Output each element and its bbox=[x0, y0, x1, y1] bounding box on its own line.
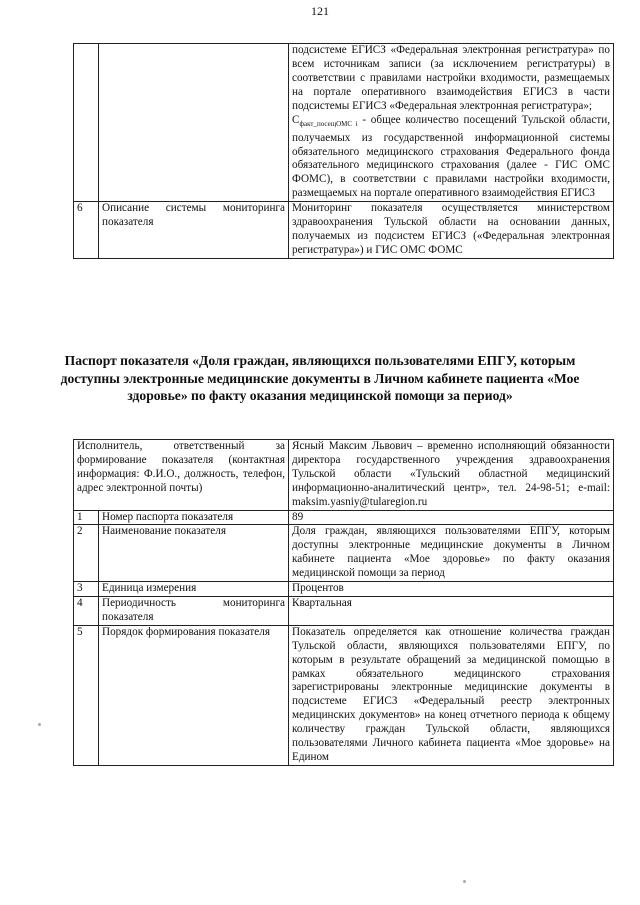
row-value: Показатель определяется как отношение количества граждан Тульской области, являющихся пользователями ЕПГУ, по которым в результате обращений за медицинской помощью в рамках обязательного медицинского страхования зарегистрированы электронные медицинские документы в подсистеме ЕГИСЗ «Федеральный реестр электронных медицинских документов» на конец отчетного периода к общему количеству граждан Тульской области, являющихся пользователями Личного кабинета пациента «Мое здоровье» на Едином bbox=[289, 625, 614, 765]
row-label: Периодичность мониторинга показателя bbox=[99, 596, 289, 625]
formula-intro-text: подсистеме ЕГИСЗ «Федеральная электронная регистратура» по всем источникам записи (за исключением регистратуры) в соответствии с правилами настройки входимости, размещаемых на портале оперативного взаимодействия ЕГИСЗ в части подсистемы ЕГИСЗ «Федеральная электронная регистратура»; bbox=[292, 44, 610, 112]
row-label-cell bbox=[99, 44, 289, 202]
variable-subscript: факт_посещОМС i bbox=[299, 119, 358, 128]
row-value: Доля граждан, являющихся пользователями ЕПГУ, которым доступны электронные медицинские документы в Личном кабинете пациента «Мое здоровье» по факту оказания медицинской помощи за период bbox=[289, 525, 614, 582]
row-value: Квартальная bbox=[289, 596, 614, 625]
formula-variable-definition bbox=[292, 114, 610, 202]
indicator-table-continued bbox=[73, 43, 614, 259]
scan-speck bbox=[38, 723, 41, 726]
passport-heading: Паспорт показателя «Доля граждан, являющихся пользователями ЕПГУ, которым доступны электронные медицинские документы в Личном кабинете пациента «Мое здоровье» по факту оказания медицинской помощи за период» bbox=[60, 353, 580, 403]
executor-value: Ясный Максим Львович – временно исполняющий обязанности директора государственного учреждения здравоохранения Тульской области «Тульский областной медицинский информационно-аналитический центр», тел. 24-98-51; e-mail: maksim.yasniy@tularegion.ru bbox=[289, 440, 614, 511]
row-label: Единица измерения bbox=[99, 582, 289, 597]
scan-speck bbox=[463, 880, 466, 883]
row-number-cell bbox=[74, 44, 99, 202]
variable-symbol: С bbox=[292, 113, 300, 126]
row-number: 2 bbox=[74, 525, 99, 582]
table-row bbox=[74, 440, 614, 511]
page-number: 121 bbox=[311, 4, 329, 18]
indicator-passport-table bbox=[73, 439, 614, 766]
table-row bbox=[74, 510, 614, 525]
table-row bbox=[74, 202, 614, 259]
table-row bbox=[74, 582, 614, 597]
row-number: 3 bbox=[74, 582, 99, 597]
executor-label: Исполнитель, ответственный за формирование показателя (контактная информация: Ф.И.О., должность, телефон, адрес электронной почты) bbox=[74, 440, 289, 511]
variable-definition-text: - общее количество посещений Тульской области, получаемых из государственной информационной системы обязательного медицинского страхования Федерального фонда обязательного медицинского страхования (далее - ГИС ОМС ФОМС), в соответствии с правилами настройки входимости, размещаемых на портале оперативного взаимодействия ЕГИСЗ bbox=[292, 113, 611, 200]
row-value: Процентов bbox=[289, 582, 614, 597]
row-label: Порядок формирования показателя bbox=[99, 625, 289, 765]
table-row bbox=[74, 625, 614, 765]
row-label: Описание системы мониторинга показателя bbox=[99, 202, 289, 259]
row-label: Наименование показателя bbox=[99, 525, 289, 582]
table-row bbox=[74, 596, 614, 625]
row-number: 1 bbox=[74, 510, 99, 525]
row-number: 6 bbox=[74, 202, 99, 259]
formula-description-cell bbox=[289, 44, 614, 202]
row-value: Мониторинг показателя осуществляется министерством здравоохранения Тульской области на основании данных, получаемых из подсистем ЕГИСЗ («Федеральная электронная регистратура») и ГИС ОМС ФОМС bbox=[289, 202, 614, 259]
table-row bbox=[74, 44, 614, 202]
row-label: Номер паспорта показателя bbox=[99, 510, 289, 525]
row-number: 4 bbox=[74, 596, 99, 625]
row-number: 5 bbox=[74, 625, 99, 765]
row-value: 89 bbox=[289, 510, 614, 525]
table-row bbox=[74, 525, 614, 582]
